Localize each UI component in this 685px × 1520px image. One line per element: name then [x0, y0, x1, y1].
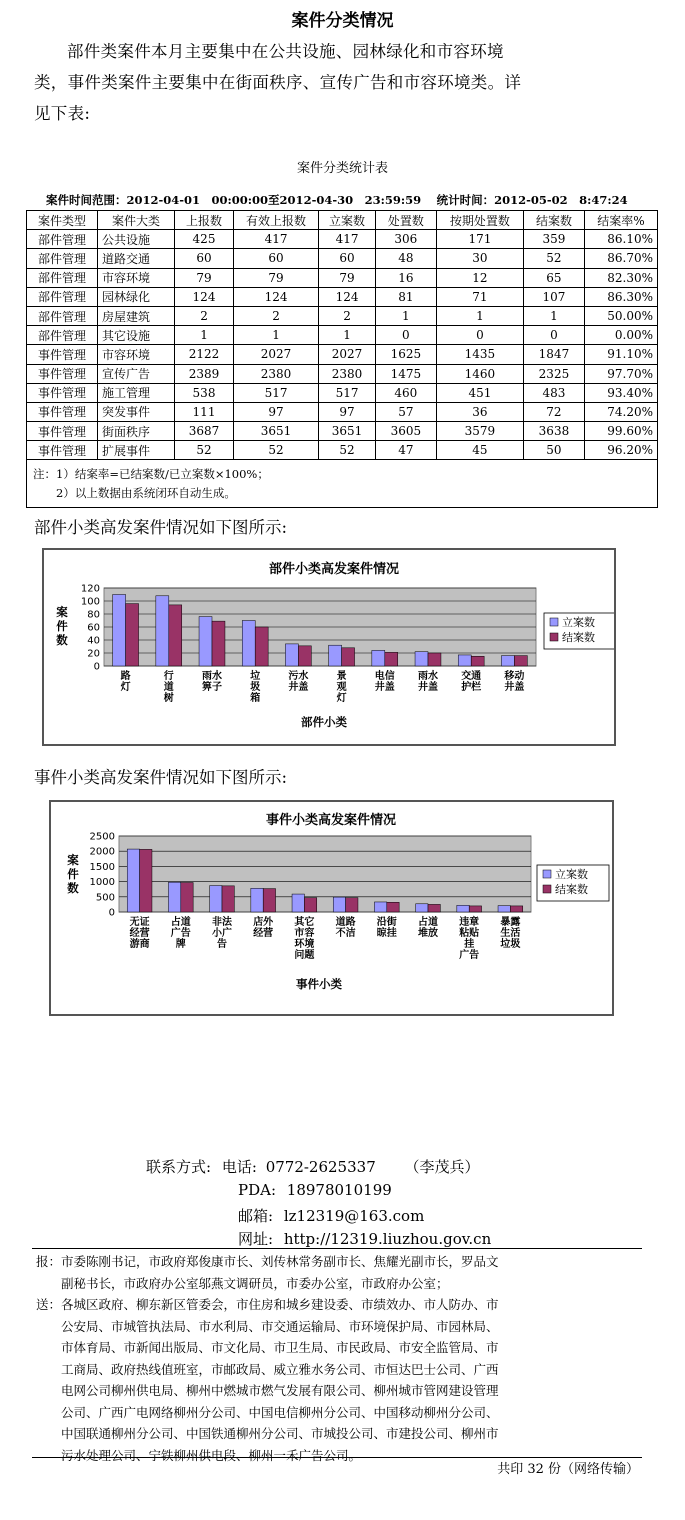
contact-row-phone — [146, 1156, 480, 1177]
table-row — [27, 249, 658, 268]
print-count: 共印 32 份（网络传输） — [497, 1462, 639, 1477]
email-label: 邮箱: — [238, 1207, 274, 1225]
phone-value: 0772-2625337 — [265, 1158, 376, 1176]
bar — [168, 882, 180, 912]
table-row — [27, 230, 658, 249]
events-chart — [51, 802, 612, 1014]
x-tick-label: 污水 — [288, 671, 309, 682]
table-cell: 2027 — [233, 345, 318, 364]
x-tick-label: 非法 — [212, 917, 232, 928]
x-tick-label: 观 — [336, 682, 347, 693]
table-header-cell: 案件类型 — [27, 211, 98, 230]
table-cell: 306 — [375, 230, 436, 249]
send-line: 中国联通柳州分公司、中国铁通柳州分公司、市城投公司、市建投公司、柳州市 — [36, 1426, 499, 1441]
x-tick-label: 经营 — [253, 928, 274, 939]
y-axis-label: 件 — [56, 619, 68, 633]
table-cell: 2380 — [319, 364, 376, 383]
table-cell: 事件管理 — [27, 441, 98, 460]
table-cell: 0 — [524, 326, 585, 345]
y-tick-label: 1000 — [89, 877, 115, 889]
table-cell: 0 — [375, 326, 436, 345]
table-cell: 事件管理 — [27, 402, 98, 421]
table-cell: 74.20% — [584, 402, 657, 421]
x-tick-label: 雨水 — [202, 671, 222, 682]
y-tick-label: 120 — [80, 583, 100, 595]
x-tick-label: 雨水 — [418, 671, 438, 682]
bar — [181, 883, 193, 912]
table-header-cell: 有效上报数 — [233, 211, 318, 230]
table-row — [27, 345, 658, 364]
table-cell: 460 — [375, 383, 436, 402]
table-cell: 79 — [319, 268, 376, 287]
y-tick-label: 100 — [80, 596, 100, 608]
x-tick-label: 景 — [336, 671, 347, 682]
table-cell: 2380 — [233, 364, 318, 383]
intro-line: 见下表: — [34, 104, 91, 123]
bar — [140, 849, 152, 912]
bar — [374, 902, 386, 912]
bar — [298, 646, 311, 666]
table-cell: 事件管理 — [27, 345, 98, 364]
table-cell: 124 — [233, 287, 318, 306]
x-tick-label: 其它 — [294, 917, 315, 928]
bar — [263, 889, 275, 912]
contact-label: 联系方式: — [146, 1158, 212, 1176]
table-cell: 60 — [233, 249, 318, 268]
send-line: 电网公司柳州供电局、柳州中燃城市燃气发展有限公司、柳州城市管网建设管理 — [36, 1383, 499, 1398]
y-tick-label: 0 — [93, 661, 100, 673]
table-cell: 359 — [524, 230, 585, 249]
table-cell: 3651 — [319, 422, 376, 441]
table-cell: 417 — [233, 230, 318, 249]
table-cell: 突发事件 — [98, 402, 175, 421]
legend-label: 结案数 — [555, 883, 588, 896]
table-cell: 52 — [524, 249, 585, 268]
bar — [457, 905, 469, 912]
site-value[interactable]: http://12319.liuzhou.gov.cn — [283, 1230, 492, 1248]
table-cell: 2 — [319, 306, 376, 325]
table-row — [27, 441, 658, 460]
legend-swatch — [543, 870, 551, 878]
send-line: 工商局、政府热线值班室，市邮政局、威立雅水务公司、市恒达巴士公司、广西 — [36, 1361, 499, 1377]
legend-swatch — [550, 618, 558, 626]
x-tick-label: 垃 — [250, 671, 261, 682]
bar — [416, 904, 428, 912]
y-tick-label: 2500 — [89, 831, 115, 843]
table-cell: 124 — [319, 287, 376, 306]
divider-top — [32, 1248, 642, 1249]
table-cell: 1 — [319, 326, 376, 345]
table-cell: 0 — [436, 326, 523, 345]
x-tick-label: 小广 — [212, 928, 232, 939]
legend-swatch — [543, 885, 551, 893]
table-cell: 52 — [233, 441, 318, 460]
y-axis-label: 件 — [67, 867, 79, 881]
x-tick-label: 游商 — [129, 939, 150, 950]
x-tick-label: 店外 — [253, 917, 274, 928]
x-tick-label: 行 — [163, 671, 174, 682]
table-cell: 93.40% — [584, 383, 657, 402]
pda-label: PDA: — [238, 1181, 277, 1199]
table-row — [27, 287, 658, 306]
x-tick-label: 道 — [163, 682, 174, 693]
send-line: 公安局、市城管执法局、市水利局、市交通运输局、市环境保护局、市园林局、 — [36, 1318, 499, 1334]
table-cell: 171 — [436, 230, 523, 249]
table-cell: 425 — [175, 230, 234, 249]
bar — [210, 886, 222, 912]
table-cell: 3579 — [436, 422, 523, 441]
table-cell: 事件管理 — [27, 422, 98, 441]
x-tick-label: 占道 — [418, 917, 438, 928]
table-cell: 事件管理 — [27, 383, 98, 402]
events-chart-frame — [49, 800, 614, 1016]
bar — [113, 595, 126, 667]
x-tick-label: 移动 — [504, 671, 525, 682]
table-cell: 91.10% — [584, 345, 657, 364]
table-cell: 街面秩序 — [98, 422, 175, 441]
contact-row-pda — [238, 1181, 392, 1199]
table-cell: 0.00% — [584, 326, 657, 345]
x-tick-label: 井盖 — [374, 682, 395, 693]
table-cell: 72 — [524, 402, 585, 421]
table-cell: 517 — [319, 383, 376, 402]
x-tick-label: 堆放 — [418, 928, 438, 939]
table-cell: 事件管理 — [27, 364, 98, 383]
bar — [251, 888, 263, 912]
table-title: 案件分类统计表 — [296, 161, 388, 176]
x-tick-label: 箱 — [250, 693, 261, 704]
table-cell: 65 — [524, 268, 585, 287]
contact-person: （李茂兵） — [404, 1158, 480, 1176]
bar — [514, 656, 527, 666]
table-cell: 市容环境 — [98, 345, 175, 364]
y-tick-label: 2000 — [89, 846, 115, 858]
report-line: 副秘书长，市政府办公室邬燕文调研员，市委办公室，市政府办公室； — [36, 1275, 449, 1291]
table-cell: 52 — [319, 441, 376, 460]
table-cell: 79 — [175, 268, 234, 287]
table-cell: 房屋建筑 — [98, 306, 175, 325]
y-tick-label: 0 — [108, 907, 115, 919]
table-cell: 451 — [436, 383, 523, 402]
bar — [242, 621, 255, 667]
email-value[interactable]: lz12319@163.com — [283, 1207, 425, 1225]
table-cell: 97 — [319, 402, 376, 421]
chart-title: 部件小类高发案件情况 — [268, 562, 400, 577]
stats-table — [26, 210, 658, 460]
x-axis-label: 事件小类 — [296, 977, 342, 991]
bar — [222, 886, 234, 912]
send-line: 公司、广西广电网络柳州分公司、中国电信柳州分公司、中国移动柳州分公司、 — [36, 1404, 499, 1420]
x-tick-label: 晾挂 — [376, 928, 397, 939]
x-tick-label: 广告 — [170, 928, 191, 939]
table-cell: 517 — [233, 383, 318, 402]
table-header-row — [27, 211, 658, 230]
table-cell: 12 — [436, 268, 523, 287]
table-cell: 81 — [375, 287, 436, 306]
x-tick-label: 箅子 — [202, 682, 222, 693]
table-cell: 36 — [436, 402, 523, 421]
x-tick-label: 生活 — [500, 928, 521, 939]
x-tick-label: 灯 — [120, 682, 131, 693]
table-header-cell: 结案率% — [584, 211, 657, 230]
table-row — [27, 268, 658, 287]
bar — [415, 652, 428, 666]
x-tick-label: 暴露 — [500, 917, 521, 928]
bar — [333, 897, 345, 912]
send-to-block — [36, 1294, 642, 1466]
table-cell: 3605 — [375, 422, 436, 441]
bar — [199, 617, 212, 666]
y-tick-label: 500 — [95, 892, 115, 904]
section-label-events: 事件小类高发案件情况如下图所示: — [34, 768, 288, 787]
y-axis-label: 案 — [56, 605, 68, 619]
bar — [292, 894, 304, 912]
bar — [428, 653, 441, 666]
legend-swatch — [550, 633, 558, 641]
table-header-cell: 处置数 — [375, 211, 436, 230]
parts-chart — [44, 550, 614, 744]
bar — [329, 645, 342, 666]
y-axis-label: 数 — [67, 881, 79, 895]
table-cell: 扩展事件 — [98, 441, 175, 460]
table-cell: 部件管理 — [27, 306, 98, 325]
table-cell: 2325 — [524, 364, 585, 383]
intro-line: 部件类案件本月主要集中在公共设施、园林绿化和市容环境 — [67, 42, 504, 61]
table-cell: 60 — [319, 249, 376, 268]
table-cell: 1 — [524, 306, 585, 325]
table-cell: 1847 — [524, 345, 585, 364]
table-cell: 99.60% — [584, 422, 657, 441]
x-tick-label: 经营 — [129, 928, 150, 939]
table-cell: 公共设施 — [98, 230, 175, 249]
table-cell: 48 — [375, 249, 436, 268]
table-cell: 施工管理 — [98, 383, 175, 402]
bar — [387, 902, 399, 912]
table-cell: 2 — [233, 306, 318, 325]
table-row — [27, 383, 658, 402]
table-cell: 16 — [375, 268, 436, 287]
legend-label: 立案数 — [562, 616, 595, 629]
table-cell: 30 — [436, 249, 523, 268]
table-header-cell: 结案数 — [524, 211, 585, 230]
contact-row-site — [238, 1228, 491, 1249]
bar — [156, 596, 169, 666]
bar — [304, 898, 316, 912]
pda-value: 18978010199 — [286, 1181, 392, 1199]
bar — [285, 644, 298, 666]
x-tick-label: 交通 — [461, 671, 482, 682]
intro-paragraph — [34, 36, 654, 129]
table-cell: 82.30% — [584, 268, 657, 287]
table-cell: 57 — [375, 402, 436, 421]
y-axis-label: 案 — [67, 853, 79, 867]
table-cell: 宣传广告 — [98, 364, 175, 383]
bar — [498, 906, 510, 912]
bar — [501, 656, 514, 666]
x-tick-label: 树 — [163, 693, 174, 704]
x-tick-label: 沿街 — [376, 917, 397, 928]
table-cell: 1435 — [436, 345, 523, 364]
table-cell: 2122 — [175, 345, 234, 364]
bar — [126, 604, 139, 666]
send-line: 送：各城区政府、柳东新区管委会，市住房和城乡建设委、市绩效办、市人防办、市 — [36, 1297, 499, 1312]
x-tick-label: 道路 — [335, 917, 356, 928]
y-tick-label: 80 — [87, 609, 100, 621]
x-tick-label: 广告 — [459, 950, 480, 961]
site-label: 网址: — [238, 1230, 274, 1248]
table-cell: 2389 — [175, 364, 234, 383]
section-label-parts: 部件小类高发案件情况如下图所示: — [34, 518, 288, 537]
x-tick-label: 不洁 — [335, 928, 356, 939]
table-row — [27, 326, 658, 345]
table-cell: 45 — [436, 441, 523, 460]
bar — [212, 621, 225, 666]
table-cell: 86.70% — [584, 249, 657, 268]
note-line: 2）以上数据由系统闭环自动生成。 — [33, 486, 236, 500]
y-tick-label: 20 — [87, 648, 100, 660]
table-cell: 2 — [175, 306, 234, 325]
bar — [510, 906, 522, 912]
x-tick-label: 问题 — [294, 950, 315, 961]
table-cell: 1 — [436, 306, 523, 325]
send-line: 市体育局、市新闻出版局、市文化局、市卫生局、市民政局、市安全监管局、市 — [36, 1340, 499, 1355]
table-cell: 部件管理 — [27, 230, 98, 249]
send-line: 污水处理公司、宁铁柳州供电段、柳州一禾广告公司。 — [36, 1447, 362, 1463]
table-cell: 3638 — [524, 422, 585, 441]
x-tick-label: 牌 — [175, 939, 186, 950]
table-cell: 部件管理 — [27, 287, 98, 306]
table-cell: 1625 — [375, 345, 436, 364]
table-cell: 1475 — [375, 364, 436, 383]
note-line: 注：1）结案率=已结案数/已立案数×100%； — [33, 467, 269, 481]
table-cell: 1 — [375, 306, 436, 325]
table-cell: 96.20% — [584, 441, 657, 460]
table-header-cell: 案件大类 — [98, 211, 175, 230]
x-tick-label: 告 — [217, 939, 227, 950]
table-cell: 3651 — [233, 422, 318, 441]
table-cell: 538 — [175, 383, 234, 402]
x-tick-label: 无证 — [129, 917, 150, 928]
table-row — [27, 364, 658, 383]
parts-chart-frame — [42, 548, 616, 746]
table-cell: 园林绿化 — [98, 287, 175, 306]
bar — [469, 906, 481, 912]
x-tick-label: 圾 — [250, 682, 261, 693]
table-cell: 107 — [524, 287, 585, 306]
contact-row-email — [238, 1205, 424, 1226]
table-cell: 111 — [175, 402, 234, 421]
table-cell: 97 — [233, 402, 318, 421]
table-cell: 1460 — [436, 364, 523, 383]
table-notes — [26, 460, 658, 508]
bar — [127, 849, 139, 912]
bar — [255, 627, 268, 666]
table-row — [27, 306, 658, 325]
table-cell: 483 — [524, 383, 585, 402]
bar — [428, 904, 440, 912]
x-tick-label: 护栏 — [461, 682, 482, 693]
bar — [342, 648, 355, 666]
table-cell: 86.10% — [584, 230, 657, 249]
x-tick-label: 粘贴 — [459, 928, 480, 939]
table-cell: 417 — [319, 230, 376, 249]
bar — [385, 652, 398, 666]
y-tick-label: 40 — [87, 635, 100, 647]
bar — [169, 605, 182, 666]
table-cell: 47 — [375, 441, 436, 460]
table-row — [27, 422, 658, 441]
table-body — [27, 230, 658, 460]
x-tick-label: 井盖 — [418, 682, 438, 693]
table-cell: 60 — [175, 249, 234, 268]
table-cell: 97.70% — [584, 364, 657, 383]
x-tick-label: 电信 — [374, 671, 395, 682]
table-cell: 52 — [175, 441, 234, 460]
table-cell: 50 — [524, 441, 585, 460]
y-tick-label: 1500 — [89, 861, 115, 873]
x-tick-label: 环境 — [294, 939, 315, 950]
x-tick-label: 井盖 — [288, 682, 309, 693]
table-row — [27, 402, 658, 421]
table-cell: 部件管理 — [27, 326, 98, 345]
intro-line: 类，事件类案件主要集中在街面秩序、宣传广告和市容环境类。详 — [34, 73, 522, 92]
x-axis-label: 部件小类 — [301, 715, 347, 729]
table-cell: 1 — [175, 326, 234, 345]
phone-label: 电话: — [221, 1158, 257, 1176]
x-tick-label: 路 — [120, 671, 131, 682]
table-cell: 50.00% — [584, 306, 657, 325]
legend-label: 立案数 — [555, 868, 588, 881]
x-tick-label: 井盖 — [504, 682, 525, 693]
x-tick-label: 占道 — [170, 917, 191, 928]
y-axis-label: 数 — [56, 633, 68, 647]
table-cell: 124 — [175, 287, 234, 306]
table-cell: 79 — [233, 268, 318, 287]
bar — [458, 655, 471, 666]
table-cell: 86.30% — [584, 287, 657, 306]
time-range: 案件时间范围：2012-04-01 00:00:00至2012-04-30 23:59:59 统计时间：2012-05-02 8:47:24 — [46, 193, 628, 207]
table-cell: 3687 — [175, 422, 234, 441]
table-cell: 部件管理 — [27, 249, 98, 268]
table-cell: 71 — [436, 287, 523, 306]
report-to-block — [36, 1251, 642, 1294]
bar — [372, 650, 385, 666]
bar — [471, 656, 484, 666]
table-cell: 其它设施 — [98, 326, 175, 345]
report-line: 报：市委陈刚书记，市政府郑俊康市长、刘传林常务副市长、焦耀光副市长，罗品文 — [36, 1254, 499, 1269]
bar — [346, 898, 358, 912]
y-tick-label: 60 — [87, 622, 100, 634]
chart-title: 事件小类高发案件情况 — [265, 813, 397, 828]
table-cell: 部件管理 — [27, 268, 98, 287]
page-title: 案件分类情况 — [291, 11, 394, 31]
table-cell: 1 — [233, 326, 318, 345]
table-header-cell: 立案数 — [319, 211, 376, 230]
table-cell: 2027 — [319, 345, 376, 364]
x-tick-label: 灯 — [336, 693, 347, 704]
legend-label: 结案数 — [562, 631, 595, 644]
table-header-cell: 按期处置数 — [436, 211, 523, 230]
table-cell: 市容环境 — [98, 268, 175, 287]
x-tick-label: 市容 — [294, 928, 315, 939]
table-header-cell: 上报数 — [175, 211, 234, 230]
x-tick-label: 垃圾 — [500, 939, 521, 950]
x-tick-label: 挂 — [464, 939, 475, 950]
table-cell: 道路交通 — [98, 249, 175, 268]
x-tick-label: 违章 — [459, 917, 480, 928]
